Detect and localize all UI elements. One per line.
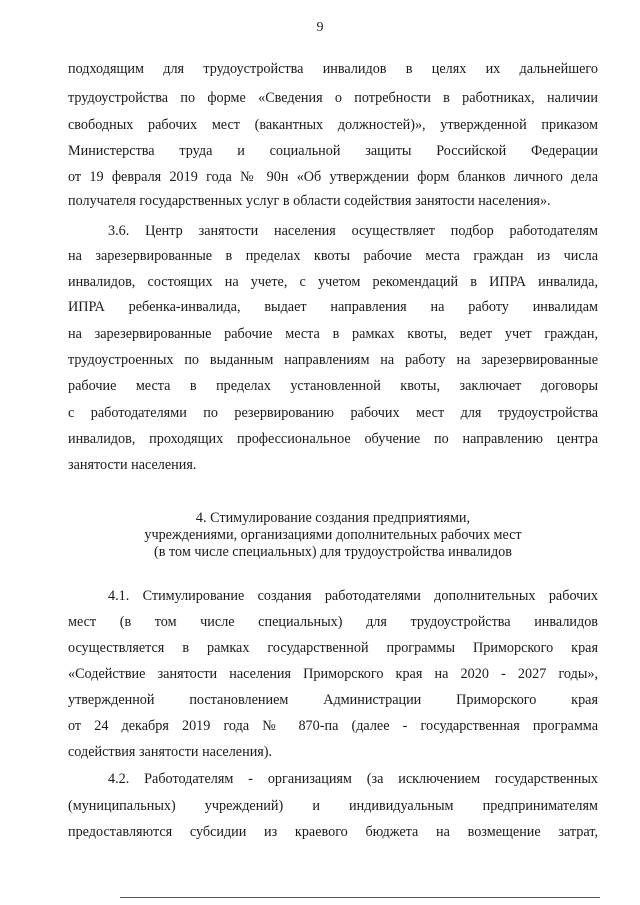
section-heading: учреждениями, организациями дополнительных рабочих мест xyxy=(144,527,522,543)
text-line: предоставляются субсидии из краевого бюджета на возмещение затрат, xyxy=(68,824,598,840)
text-line: инвалидов, проходящих профессиональное обучение по направлению центра xyxy=(68,431,598,447)
text-line: рабочие места в пределах установленной квоты, заключает договоры xyxy=(68,378,598,394)
section-heading: 4. Стимулирование создания предприятиями, xyxy=(195,510,471,526)
text-line: подходящим для трудоустройства инвалидов в целях их дальнейшего xyxy=(68,61,598,77)
text-line: свободных рабочих мест (вакантных должностей)», утвержденной приказом xyxy=(68,117,598,133)
text-line: 3.6. Центр занятости населения осуществляет подбор работодателям xyxy=(108,223,598,239)
section-heading: (в том числе специальных) для трудоустройства инвалидов xyxy=(154,544,512,560)
text-line: 4.2. Работодателям - организациям (за исключением государственных xyxy=(108,771,598,787)
text-line: трудоустроенных по выданным направлениям на работу на зарезервированные xyxy=(68,352,598,368)
text-line: от 24 декабря 2019 года № 870-па (далее - государственная программа xyxy=(68,718,598,734)
text-line: от 19 февраля 2019 года № 90н «Об утверждении форм бланков личного дела xyxy=(68,169,598,185)
text-line: занятости населения. xyxy=(68,457,197,473)
text-line: ИПРА ребенка-инвалида, выдает направления на работу инвалидам xyxy=(68,299,598,315)
text-line: 4.1. Стимулирование создания работодателями дополнительных рабочих xyxy=(108,588,598,604)
text-line: утвержденной постановлением Администрации Приморского края xyxy=(68,692,598,708)
text-line: получателя государственных услуг в области содействия занятости населения». xyxy=(68,193,551,209)
text-line: с работодателями по резервированию рабочих мест для трудоустройства xyxy=(68,405,598,421)
text-line: содействия занятости населения). xyxy=(68,744,273,760)
text-line: Министерства труда и социальной защиты Российской Федерации xyxy=(68,143,598,159)
text-line: инвалидов, состоящих на учете, с учетом рекомендаций в ИПРА инвалида, xyxy=(68,274,598,290)
text-line: (муниципальных) учреждений) и индивидуальным предпринимателям xyxy=(68,798,598,814)
bottom-rule xyxy=(120,897,600,898)
text-line: на зарезервированные рабочие места в рамках квоты, ведет учет граждан, xyxy=(68,326,598,342)
text-line: «Содействие занятости населения Приморского края на 2020 - 2027 годы», xyxy=(68,666,598,682)
text-line: осуществляется в рамках государственной программы Приморского края xyxy=(68,640,598,656)
text-line: на зарезервированные в пределах квоты рабочие места граждан из числа xyxy=(68,248,598,264)
text-line: мест (в том числе специальных) для трудоустройства инвалидов xyxy=(68,614,598,630)
text-line: трудоустройства по форме «Сведения о потребности в работниках, наличии xyxy=(68,90,598,106)
page-number: 9 xyxy=(316,20,324,35)
